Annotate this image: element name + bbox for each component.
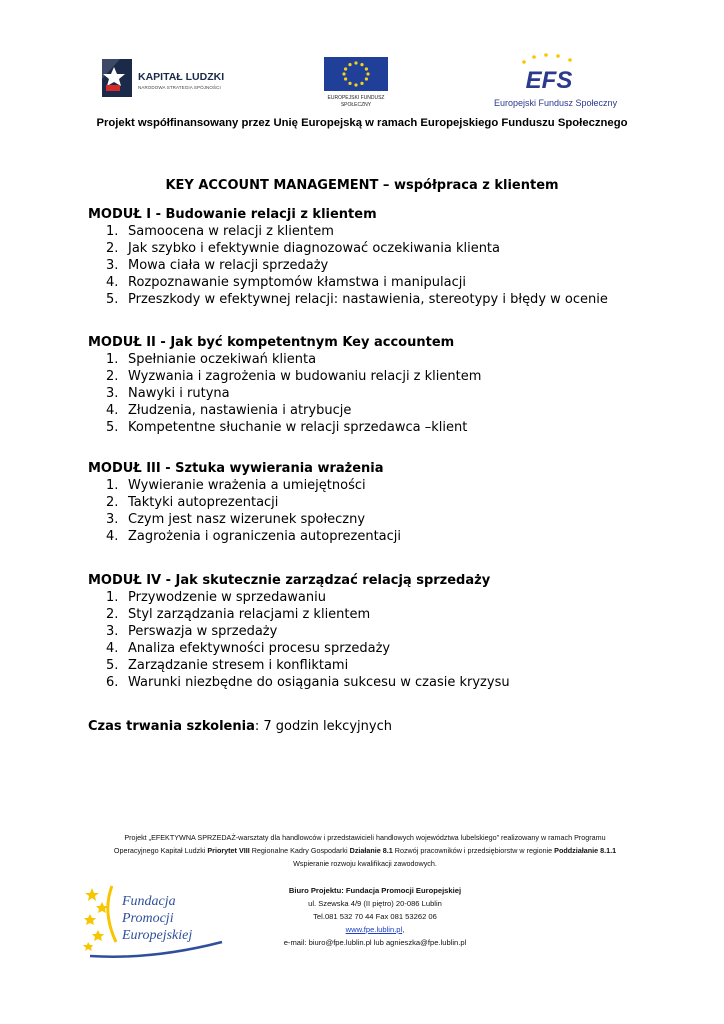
kapital-ludzki-emblem-icon bbox=[100, 55, 136, 101]
list-item: 1. Samoocena w relacji z klientem bbox=[106, 224, 334, 239]
list-item: 1. Przywodzenie w sprzedawaniu bbox=[106, 590, 326, 605]
kapital-ludzki-title: KAPITAŁ LUDZKI bbox=[138, 71, 225, 83]
duration-value: : 7 godzin lekcyjnych bbox=[254, 719, 392, 734]
module-items bbox=[88, 351, 481, 436]
office-name: Biuro Projektu: Fundacja Promocji Europejskiej bbox=[288, 886, 462, 895]
eu-fund-label-2: SPOŁECZNY bbox=[340, 102, 372, 108]
module-items bbox=[88, 589, 510, 691]
module-1 bbox=[88, 206, 608, 308]
project-footnote bbox=[80, 831, 650, 870]
module-4 bbox=[88, 572, 510, 691]
list-item: 4. Złudzenia, nastawienia i atrybucje bbox=[106, 403, 352, 418]
list-item: 4. Rozpoznawanie symptomów kłamstwa i manipulacji bbox=[106, 275, 466, 290]
kapital-ludzki-logo bbox=[100, 55, 230, 101]
cofinancing-note: Projekt współfinansowany przez Unię Europejską w ramach Europejskiego Funduszu Społecznego bbox=[96, 117, 628, 129]
project-line-3: Wspieranie rozwoju kwalifikacji zawodowych. bbox=[293, 859, 437, 868]
fpe-name-3: Europejskiej bbox=[122, 928, 193, 943]
duration-label: Czas trwania szkolenia bbox=[88, 719, 255, 734]
list-item: 5. Przeszkody w efektywnej relacji: nastawienia, stereotypy i błędy w ocenie bbox=[106, 292, 608, 307]
list-item: 4. Zagrożenia i ograniczenia autoprezentacji bbox=[106, 529, 401, 544]
module-heading: MODUŁ II - Jak być kompetentnym Key accountem bbox=[88, 335, 455, 350]
module-3 bbox=[88, 460, 401, 545]
module-2 bbox=[88, 334, 481, 436]
module-items bbox=[88, 477, 401, 545]
office-www-line: www.fpe.lublin.pl, bbox=[345, 925, 405, 934]
office-email[interactable]: e-mail: biuro@fpe.lublin.pl lub agnieszka@fpe.lublin.pl bbox=[283, 938, 467, 947]
list-item: 3. Nawyki i rutyna bbox=[106, 386, 230, 401]
list-item: 2. Wyzwania i zagrożenia w budowaniu relacji z klientem bbox=[106, 369, 482, 384]
eu-fund-label-1: EUROPEJSKI FUNDUSZ bbox=[327, 95, 385, 101]
list-item: 3. Perswazja w sprzedaży bbox=[106, 624, 278, 639]
project-office-contact bbox=[230, 884, 520, 949]
efs-caption: Europejski Fundusz Społeczny bbox=[494, 98, 618, 108]
module-heading: MODUŁ IV - Jak skutecznie zarządzać relacją sprzedaży bbox=[88, 573, 491, 588]
fpe-logo bbox=[82, 882, 227, 962]
list-item: 1. Wywieranie wrażenia a umiejętności bbox=[106, 478, 366, 493]
eu-flag-icon bbox=[318, 57, 394, 93]
list-item: 2. Jak szybko i efektywnie diagnozować oczekiwania klienta bbox=[106, 241, 500, 256]
list-item: 3. Czym jest nasz wizerunek społeczny bbox=[106, 512, 366, 527]
list-item: 4. Analiza efektywności procesu sprzedaży bbox=[106, 641, 391, 656]
eu-flag-logo bbox=[318, 57, 394, 113]
efs-logo bbox=[494, 52, 618, 112]
module-heading: MODUŁ I - Budowanie relacji z klientem bbox=[88, 207, 377, 222]
efs-mark-icon bbox=[494, 52, 604, 96]
list-item: 5. Kompetentne słuchanie w relacji sprzedawca –klient bbox=[106, 420, 468, 435]
list-item: 3. Mowa ciała w relacji sprzedaży bbox=[106, 258, 329, 273]
fpe-name-1: Fundacja bbox=[122, 894, 176, 909]
project-line-2: Operacyjnego Kapitał Ludzki Priorytet VIII Regionalne Kadry Gospodarki Działanie 8.1 Rozwój pracowników i przedsiębiorstw w regionie Poddziałanie 8.1.1 bbox=[113, 846, 617, 855]
training-duration bbox=[88, 718, 392, 735]
efs-mark: EFS bbox=[525, 67, 573, 94]
office-address: ul. Szewska 4/9 (II piętro) 20-086 Lublin bbox=[308, 899, 442, 908]
module-items bbox=[88, 223, 608, 308]
module-heading: MODUŁ III - Sztuka wywierania wrażenia bbox=[88, 461, 384, 476]
list-item: 1. Spełnianie oczekiwań klienta bbox=[106, 352, 317, 367]
project-line-1: Projekt „EFEKTYWNA SPRZEDAŻ-warsztaty dla handlowców i przedstawicieli handlowych województwa lubelskiego” realizowany w ramach Programu bbox=[124, 833, 606, 842]
fpe-name-2: Promocji bbox=[122, 911, 174, 926]
kapital-ludzki-subtitle: NARODOWA STRATEGIA SPÓJNOŚCI bbox=[138, 85, 221, 90]
list-item: 2. Styl zarządzania relacjami z klientem bbox=[106, 607, 371, 622]
list-item: 5. Zarządzanie stresem i konfliktami bbox=[106, 658, 349, 673]
list-item: 6. Warunki niezbędne do osiągania sukcesu w czasie kryzysu bbox=[106, 675, 510, 690]
document-title: KEY ACCOUNT MANAGEMENT – współpraca z klientem bbox=[165, 178, 559, 193]
list-item: 2. Taktyki autoprezentacji bbox=[106, 495, 279, 510]
office-phone: Tel.081 532 70 44 Fax 081 53262 06 bbox=[313, 912, 437, 921]
website-link[interactable]: www.fpe.lublin.pl bbox=[345, 925, 403, 934]
